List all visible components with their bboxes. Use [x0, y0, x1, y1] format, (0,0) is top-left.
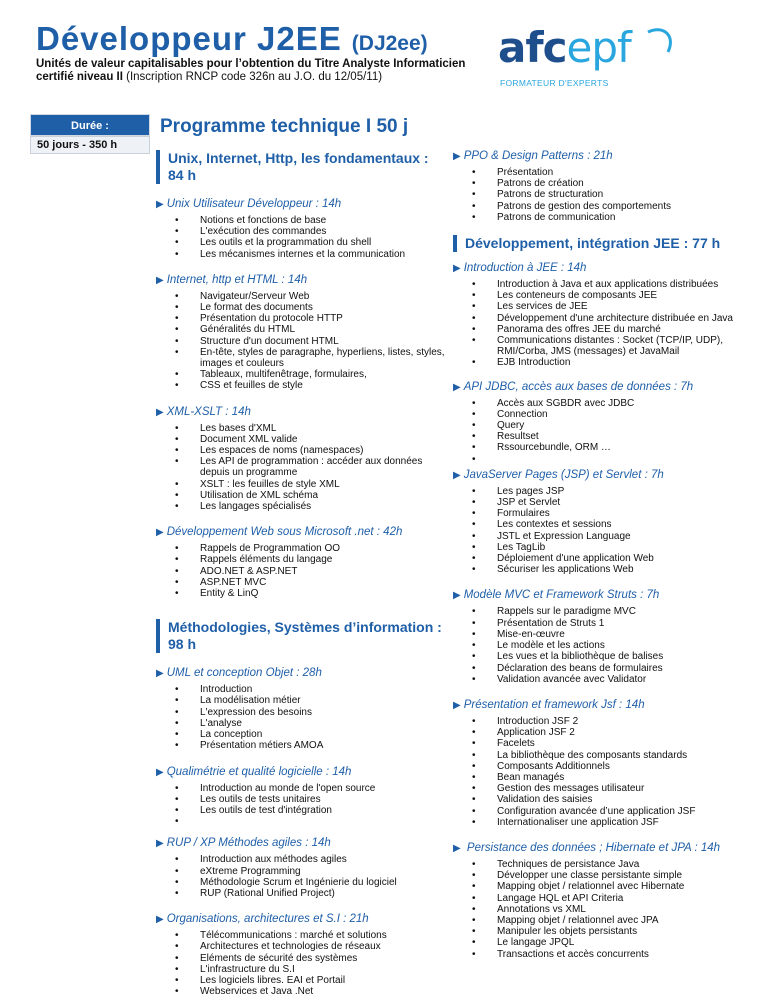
list-item: • Accès aux SGBDR avec JDBC: [453, 398, 753, 409]
list-item: • En-tête, styles de paragraphe, hyperliens, listes, styles, images et couleurs: [156, 347, 446, 369]
list-item: • Document XML valide: [156, 434, 446, 445]
logo-tagline: FORMATEUR D'EXPERTS: [500, 78, 609, 88]
module-list: [453, 716, 753, 828]
list-item: • ASP.NET MVC: [156, 577, 446, 588]
list-item: • Techniques de persistance Java: [453, 859, 753, 870]
list-item: • Configuration avancée d’une application JSF: [453, 806, 753, 817]
list-item: [453, 454, 753, 465]
list-item: • Les outils et la programmation du shell: [156, 237, 446, 248]
list-item: • La modélisation métier: [156, 695, 446, 706]
list-item: • Patrons de création: [453, 178, 753, 189]
list-item: • Patrons de gestion des comportements: [453, 201, 753, 212]
list-item: • L'exécution des commandes: [156, 226, 446, 237]
list-item: • Tableaux, multifenêtrage, formulaires,: [156, 369, 446, 380]
module-heading: ▶ Unix Utilisateur Développeur : 14h: [156, 198, 342, 210]
arrow-right-icon: ▶: [156, 838, 164, 850]
list-item: • Structure d'un document HTML: [156, 336, 446, 347]
list-item: • Déploiement d'une application Web: [453, 553, 753, 564]
module-heading: ▶ API JDBC, accès aux bases de données : 7h: [453, 380, 694, 393]
list-item: • Composants Additionnels: [453, 761, 753, 772]
subtitle-rest: (Inscription RNCP code 326n au J.O. du 12/05/11): [122, 71, 383, 83]
arrow-right-icon: ▶: [156, 406, 164, 418]
arrow-right-icon: ▶: [156, 766, 164, 778]
list-item: • Connection: [453, 409, 753, 420]
list-item: • La bibliothèque des composants standards: [453, 750, 753, 761]
list-item: • Les outils de tests unitaires: [156, 794, 446, 805]
list-item: • Rappels sur le paradigme MVC: [453, 606, 753, 617]
module-heading: ▶ Modèle MVC et Framework Struts : 7h: [453, 589, 660, 602]
list-item: • CSS et feuilles de style: [156, 380, 446, 391]
list-item: • Les espaces de noms (namespaces): [156, 445, 446, 456]
list-item: • Les bases d'XML: [156, 423, 446, 434]
module-list: [156, 423, 446, 513]
list-item: • Patrons de structuration: [453, 189, 753, 200]
list-item: • Query: [453, 420, 753, 431]
section-heading: Développement, intégration JEE : 77 h: [453, 235, 753, 252]
list-item: • Transactions et accès concurrents: [453, 949, 753, 960]
arrow-right-icon: ▶: [156, 199, 164, 210]
duree-label: Durée :: [30, 114, 150, 136]
module-list: [156, 291, 446, 392]
list-item: • Les pages JSP: [453, 486, 753, 497]
arrow-right-icon: ▶: [453, 590, 461, 602]
module-list: [453, 859, 753, 960]
list-item: • Rappels éléments du langage: [156, 554, 446, 565]
module-heading: ▶ RUP / XP Méthodes agiles : 14h: [156, 837, 331, 850]
module-heading: ▶ Introduction à JEE : 14h: [453, 262, 587, 275]
program-title: Programme technique I 50 j: [160, 116, 409, 137]
module-list: [453, 398, 753, 465]
list-item: • Mapping objet / relationnel avec JPA: [453, 915, 753, 926]
list-item: • Manipuler les objets persistants: [453, 926, 753, 937]
list-item: • Validation des saisies: [453, 794, 753, 805]
list-item: • Les vues et la bibliothèque de balises: [453, 651, 753, 662]
list-item: • ADO.NET & ASP.NET: [156, 566, 446, 577]
list-item: • XSLT : les feuilles de style XML: [156, 479, 446, 490]
list-item: • Utilisation de XML schéma: [156, 490, 446, 501]
list-item: • Présentation métiers AMOA: [156, 740, 446, 751]
list-item: • Les API de programmation : accéder aux données depuis un programme: [156, 456, 446, 478]
list-item: • Généralités du HTML: [156, 324, 446, 335]
module-heading: ▶ UML et conception Objet : 28h: [156, 667, 322, 680]
list-item: • Déclaration des beans de formulaires: [453, 663, 753, 674]
list-item: • Validation avancée avec Validator: [453, 674, 753, 685]
list-item: • Méthodologie Scrum et Ingénierie du logiciel: [156, 877, 446, 888]
arrow-right-icon: ▶: [453, 469, 461, 481]
list-item: • Rappels de Programmation OO: [156, 543, 446, 554]
module-heading: ▶ Développement Web sous Microsoft .net : 42h: [156, 526, 403, 539]
document-title: Développeur J2EE (DJ2ee): [36, 20, 428, 57]
arrow-right-icon: ▶: [453, 381, 461, 393]
list-item: • Le format des documents: [156, 302, 446, 313]
module-heading: ▶ Internet, http et HTML : 14h: [156, 273, 308, 286]
module-heading: ▶ PPO & Design Patterns : 21h: [453, 150, 613, 162]
list-item: • Eléments de sécurité des systèmes: [156, 953, 446, 964]
arrow-right-icon: ▶: [453, 842, 461, 854]
list-item: • Navigateur/Serveur Web: [156, 291, 446, 302]
list-item: • Les TagLib: [453, 542, 753, 553]
list-item: • Les mécanismes internes et la communication: [156, 249, 446, 260]
list-item: • Webservices et Java .Net: [156, 986, 446, 994]
title-code: (DJ2ee): [351, 32, 428, 55]
list-item: • RUP (Rational Unified Project): [156, 888, 446, 899]
duree-value: 50 jours - 350 h: [30, 136, 150, 154]
module-list: [156, 930, 446, 994]
right-column: [453, 148, 753, 960]
list-item: • Télécommunications : marché et solutions: [156, 930, 446, 941]
list-item: • Introduction: [156, 684, 446, 695]
module-heading: ▶ Qualimétrie et qualité logicielle : 14h: [156, 765, 352, 778]
list-item: • Application JSF 2: [453, 727, 753, 738]
list-item: • Introduction au monde de l'open source: [156, 783, 446, 794]
list-item: • Bean managés: [453, 772, 753, 783]
logo-swoosh-icon: [498, 20, 678, 80]
list-item: • Architectures et technologies de réseaux: [156, 941, 446, 952]
list-item: • Patrons de communication: [453, 212, 753, 223]
list-item: • Les langages spécialisés: [156, 501, 446, 512]
module-heading: ▶ Persistance des données ; Hibernate et JPA : 14h: [453, 841, 721, 854]
list-item: • Introduction aux méthodes agiles: [156, 854, 446, 865]
list-item: • Le langage JPQL: [453, 937, 753, 948]
left-column: [156, 148, 446, 994]
arrow-right-icon: ▶: [156, 527, 164, 539]
list-item: • EJB Introduction: [453, 357, 753, 368]
list-item: • Entity & LinQ: [156, 588, 446, 599]
list-item: • Rssourcebundle, ORM …: [453, 442, 753, 453]
list-item: • Le modèle et les actions: [453, 640, 753, 651]
subtitle: [36, 58, 506, 84]
module-heading: ▶ Présentation et framework Jsf : 14h: [453, 698, 645, 711]
list-item: • Présentation du protocole HTTP: [156, 313, 446, 324]
module-list: [156, 684, 446, 751]
list-item: • Panorama des offres JEE du marché: [453, 324, 753, 335]
list-item: • Présentation de Struts 1: [453, 618, 753, 629]
list-item: • Introduction à Java et aux applications distribuées: [453, 279, 753, 290]
list-item: • L'expression des besoins: [156, 707, 446, 718]
module-list: [453, 279, 753, 369]
module-heading: ▶ JavaServer Pages (JSP) et Servlet : 7h: [453, 468, 664, 481]
list-item: • Langage HQL et API Criteria: [453, 893, 753, 904]
section-heading: Méthodologies, Systèmes d’information : 98 h: [156, 619, 446, 653]
arrow-right-icon: ▶: [453, 263, 461, 275]
arrow-right-icon: ▶: [453, 151, 461, 162]
list-item: • Introduction JSF 2: [453, 716, 753, 727]
subtitle-bold: Unités de valeur capitalisables pour l’obtention du Titre Analyste Informaticien certifié niveau II: [36, 58, 466, 83]
list-item: • Les contextes et sessions: [453, 519, 753, 530]
list-item: • Mapping objet / relationnel avec Hibernate: [453, 881, 753, 892]
list-item: • Resultset: [453, 431, 753, 442]
logo-text-afc: afc: [498, 23, 567, 72]
list-item: • Développement d'une architecture distribuée en Java: [453, 313, 753, 324]
module-list: [156, 854, 446, 899]
section-heading: Unix, Internet, Http, les fondamentaux : 84 h: [156, 150, 446, 184]
logo-text-epf: epf: [566, 23, 631, 72]
list-item: • L'infrastructure du S.I: [156, 964, 446, 975]
list-item: • L'analyse: [156, 718, 446, 729]
list-item: [156, 816, 446, 827]
list-item: • Mise-en-œuvre: [453, 629, 753, 640]
module-heading: ▶ XML-XSLT : 14h: [156, 405, 251, 418]
module-list: [453, 606, 753, 684]
arrow-right-icon: ▶: [156, 274, 164, 286]
arrow-right-icon: ▶: [156, 668, 164, 680]
module-heading: ▶ Organisations, architectures et S.I : 21h: [156, 913, 369, 926]
list-item: • Présentation: [453, 167, 753, 178]
list-item: • Les services de JEE: [453, 301, 753, 312]
module-list: [453, 486, 753, 576]
module-list: [156, 215, 446, 260]
list-item: • Facelets: [453, 738, 753, 749]
list-item: • JSP et Servlet: [453, 497, 753, 508]
list-item: • JSTL et Expression Language: [453, 531, 753, 542]
list-item: • Développer une classe persistante simple: [453, 870, 753, 881]
module-list: [453, 167, 753, 223]
list-item: • Les outils de test d'intégration: [156, 805, 446, 816]
list-item: • Internationaliser une application JSF: [453, 817, 753, 828]
arrow-right-icon: ▶: [156, 914, 164, 926]
list-item: • Gestion des messages utilisateur: [453, 783, 753, 794]
list-item: • Annotations vs XML: [453, 904, 753, 915]
list-item: • Communications distantes : Socket (TCP/IP, UDP), RMI/Corba, JMS (messages) et JavaMail: [453, 335, 753, 357]
module-list: [156, 543, 446, 599]
list-item: • Les logiciels libres. EAI et Portail: [156, 975, 446, 986]
list-item: • eXtreme Programming: [156, 866, 446, 877]
afcepf-logo: [498, 20, 678, 110]
arrow-right-icon: ▶: [453, 699, 461, 711]
module-list: [156, 783, 446, 828]
list-item: • Sécuriser les applications Web: [453, 564, 753, 575]
list-item: • La conception: [156, 729, 446, 740]
list-item: • Notions et fonctions de base: [156, 215, 446, 226]
list-item: • Formulaires: [453, 508, 753, 519]
list-item: • Les conteneurs de composants JEE: [453, 290, 753, 301]
